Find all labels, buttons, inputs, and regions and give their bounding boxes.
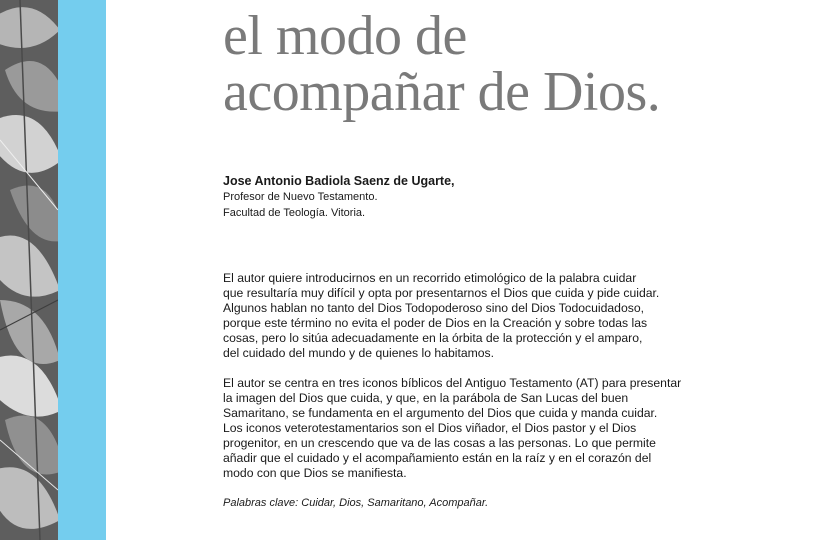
text-line: progenitor, en un crescendo que va de las cosas a las personas. Lo que permite <box>223 436 656 450</box>
text-line: porque este término no evita el poder de Dios en la Creación y sobre todas las <box>223 316 648 330</box>
text-line: El autor se centra en tres iconos bíblicos del Antiguo Testamento (AT) para presentar <box>223 376 682 390</box>
keywords: Palabras clave: Cuidar, Dios, Samaritano, Acompañar. <box>223 497 489 509</box>
title-line-1: el modo de <box>223 5 467 67</box>
author-position: Profesor de Nuevo Testamento. <box>223 191 378 203</box>
author-name: Jose Antonio Badiola Saenz de Ugarte, <box>223 174 455 188</box>
text-line: Algunos hablan no tanto del Dios Todopoderoso sino del Dios Todocuidadoso, <box>223 301 644 315</box>
text-line: El autor quiere introducirnos en un recorrido etimológico de la palabra cuidar <box>223 271 637 285</box>
author-block <box>223 173 783 221</box>
author-institution: Facultad de Teología. Vitoria. <box>223 207 366 219</box>
leaves-photo <box>0 0 58 540</box>
title-line-2: acompañar de Dios. <box>223 61 661 123</box>
text-line: que resultaría muy difícil y opta por presentarnos el Dios que cuida y pide cuidar. <box>223 286 660 300</box>
article-title <box>223 5 813 123</box>
text-line: Samaritano, se fundamenta en el argumento del Dios que cuida y manda cuidar. <box>223 406 658 420</box>
text-line: del cuidado del mundo y de quienes lo habitamos. <box>223 346 495 360</box>
text-line: cosas, pero lo sitúa adecuadamente en la órbita de la protección y el amparo, <box>223 331 643 345</box>
abstract-paragraph-2 <box>223 376 823 481</box>
text-line: añadir que el cuidado y el acompañamiento están en la raíz y en el corazón del <box>223 451 652 465</box>
text-line: Los iconos veterotestamentarios son el Dios viñador, el Dios pastor y el Dios <box>223 421 637 435</box>
abstract <box>223 271 823 526</box>
text-line: la imagen del Dios que cuida, y que, en la parábola de San Lucas del buen <box>223 391 629 405</box>
accent-bar <box>58 0 106 540</box>
text-line: modo con que Dios se manifiesta. <box>223 466 407 480</box>
abstract-paragraph-1 <box>223 271 823 361</box>
